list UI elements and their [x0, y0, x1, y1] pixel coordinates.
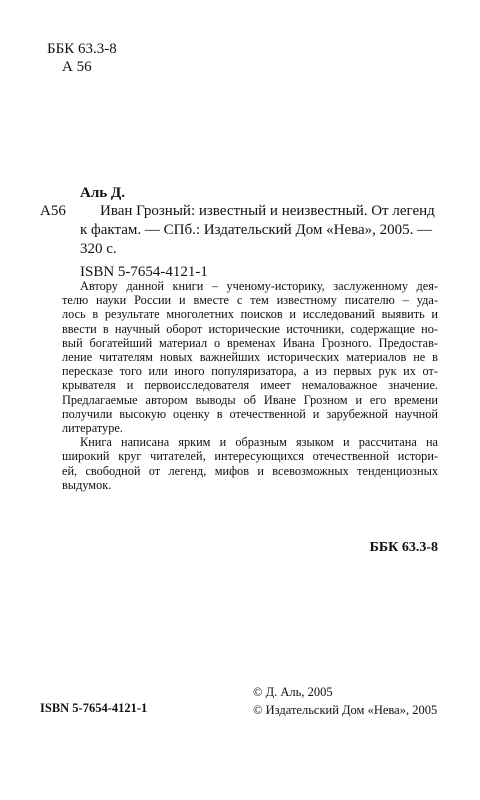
- title-line: Иван Грозный: известный и неизвестный. От легенд: [100, 203, 435, 219]
- annotation-line: Предлагаемые автором выводы об Иване Грозном и его времени: [62, 392, 438, 407]
- annotation-line: лось в результате многолетних поисков и исследований выявить и: [62, 307, 438, 322]
- annotation-line: пересказе того или иного популяризатора, а из первых рук их от-: [62, 364, 438, 379]
- copyright-line: © Издательский Дом «Нева», 2005: [253, 703, 438, 717]
- title-line: 320 с.: [80, 241, 117, 257]
- isbn-footer: ISBN 5-7654-4121-1: [40, 701, 148, 715]
- author-name: Аль Д.: [80, 185, 125, 201]
- annotation-line: выдумок.: [62, 477, 112, 492]
- annotation-line: ввести в научный оборот исторические источники, содержащие но-: [62, 321, 438, 336]
- annotation-line: телю науки России и вместе с тем известному писателю – уда-: [62, 293, 438, 308]
- annotation-line: Книга написана ярким и образным языком и рассчитана на: [80, 435, 438, 450]
- annotation-line: Автору данной книги – ученому-историку, заслуженному дея-: [80, 279, 438, 293]
- catalog-code: А56: [40, 203, 66, 219]
- title-line: к фактам. — СПб.: Издательский Дом «Нева», 2005. —: [80, 222, 433, 238]
- annotation-line: получили высокую оценку в отечественной и зарубежной научной: [62, 406, 438, 421]
- annotation-line: крывателя и первоисследователя имеет немаловажное значение.: [62, 378, 438, 393]
- annotation-paragraph: [62, 435, 438, 492]
- annotation-line: литературе.: [62, 421, 123, 436]
- catalog-isbn: ISBN 5-7654-4121-1: [80, 264, 208, 280]
- annotation-paragraph: [62, 279, 438, 435]
- bbk-code-bottom: ББК 63.3-8: [369, 540, 438, 555]
- bbk-code-top: ББК 63.3-8: [47, 41, 117, 57]
- annotation-line: вый богатейший материал о временах Ивана Грозного. Предостав-: [62, 335, 438, 350]
- annotation-line: ей, свободной от легенд, мифов и всевозможных тенденциозных: [62, 463, 438, 478]
- bibliographic-description: [80, 202, 440, 282]
- author-mark-top: А 56: [62, 59, 92, 75]
- annotation-line: широкий круг читателей, интересующихся отечественной истори-: [62, 449, 438, 464]
- annotation: [62, 279, 438, 492]
- copyright-line: © Д. Аль, 2005: [253, 685, 333, 699]
- annotation-line: ление читателям новых важнейших исторических материалов не в: [62, 350, 438, 365]
- copyright-block: [253, 683, 437, 719]
